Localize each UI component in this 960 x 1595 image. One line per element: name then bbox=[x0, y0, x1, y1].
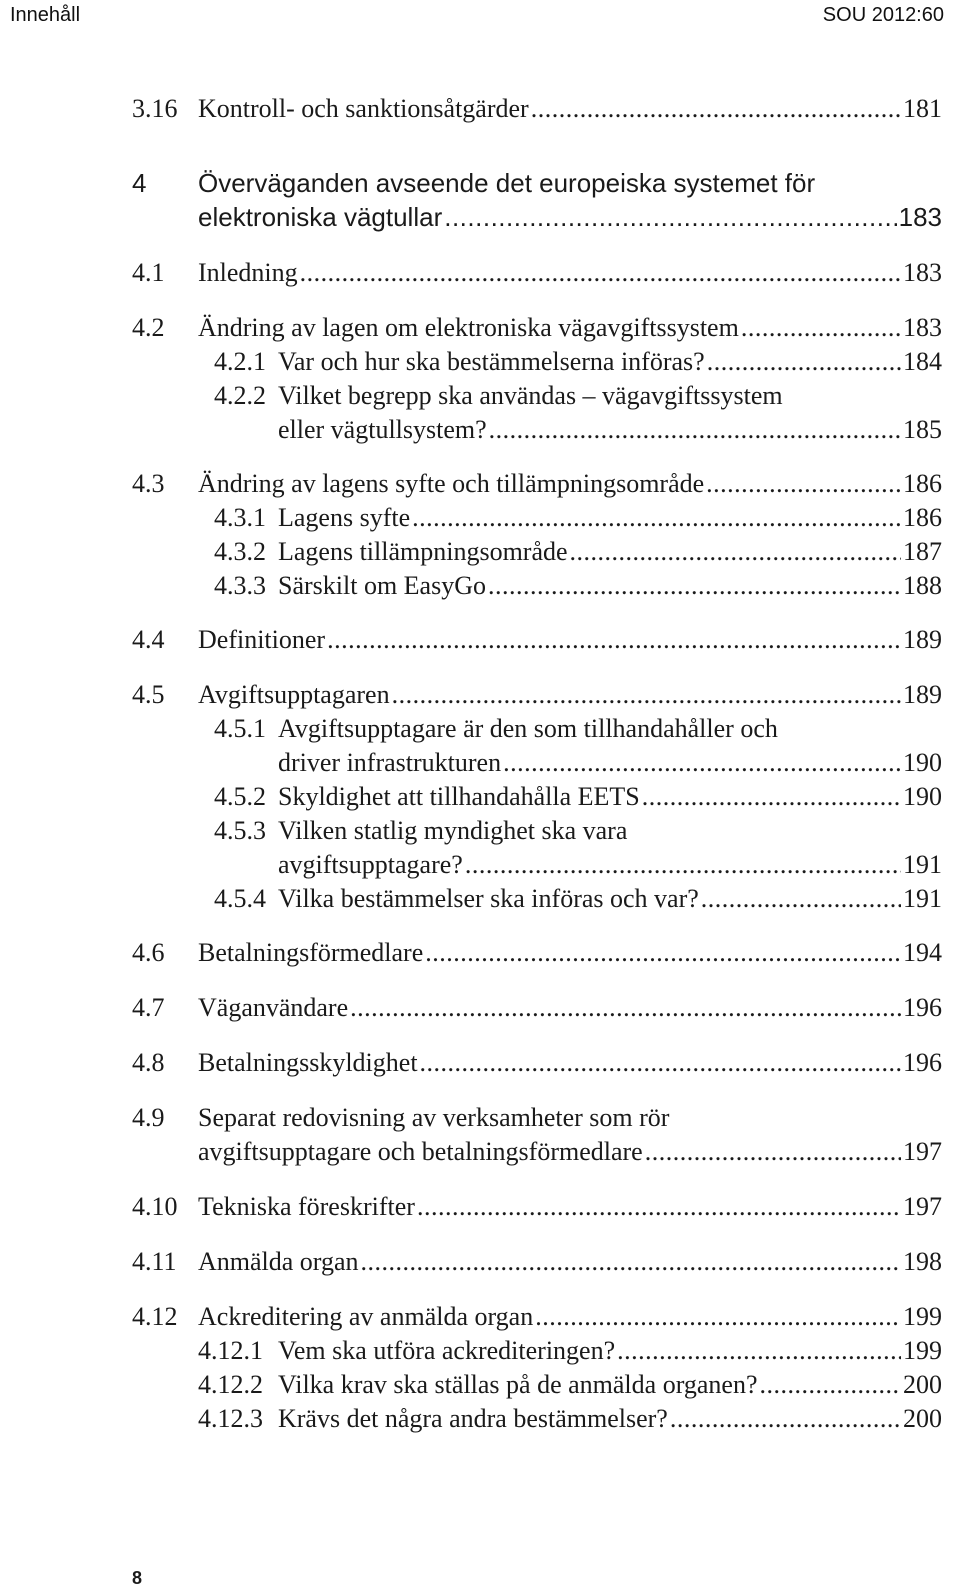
toc-entry-title: elektroniska vägtullar bbox=[198, 202, 443, 232]
toc-entry-page: 181 bbox=[903, 94, 942, 123]
toc-entry-title: Lagens tillämpningsområde bbox=[278, 537, 568, 566]
toc-entry-page: 200 bbox=[903, 1370, 942, 1399]
leader-dots bbox=[417, 1190, 901, 1224]
toc-entry-number: 4.8 bbox=[132, 1048, 165, 1077]
toc-entry-number: 3.16 bbox=[132, 94, 178, 123]
toc-entry-number: 4.12.1 bbox=[198, 1336, 263, 1365]
toc-entry-page: 186 bbox=[903, 503, 942, 532]
toc-entry-page: 200 bbox=[903, 1404, 942, 1433]
header-report-id: SOU 2012:60 bbox=[822, 4, 944, 26]
leader-dots bbox=[327, 623, 901, 657]
toc-entry-page: 183 bbox=[898, 202, 942, 232]
toc-entry-title: driver infrastrukturen bbox=[278, 748, 502, 777]
toc-entry-title: Särskilt om EasyGo bbox=[278, 571, 486, 600]
toc-entry-title: Ändring av lagen om elektroniska vägavgiftssystem bbox=[198, 313, 739, 342]
leader-dots bbox=[361, 1245, 901, 1279]
leader-dots bbox=[701, 882, 901, 916]
toc-entry-page: 191 bbox=[903, 850, 942, 879]
toc-entry-number: 4.2.1 bbox=[214, 347, 266, 376]
toc-entry-page: 185 bbox=[903, 415, 942, 444]
toc-entry-title: Betalningsförmedlare bbox=[198, 938, 424, 967]
leader-dots bbox=[707, 345, 901, 379]
toc-entry-title: eller vägtullsystem? bbox=[278, 415, 487, 444]
leader-dots bbox=[488, 569, 901, 603]
leader-dots bbox=[465, 848, 901, 882]
toc-entry-number: 4.3 bbox=[132, 469, 165, 498]
leader-dots bbox=[503, 746, 901, 780]
toc-entry-number: 4.3.2 bbox=[214, 537, 266, 566]
toc-entry-page: 197 bbox=[903, 1192, 942, 1221]
toc-entry-page: 183 bbox=[903, 313, 942, 342]
toc-entry-page: 199 bbox=[903, 1302, 942, 1331]
toc-entry-title: Betalningsskyldighet bbox=[198, 1048, 418, 1077]
toc-entry-title-line1: Vilket begrepp ska användas – vägavgiftssystem bbox=[278, 381, 783, 410]
toc-entry-title: Lagens syfte bbox=[278, 503, 411, 532]
toc-entry-title: Avgiftsupptagaren bbox=[198, 680, 390, 709]
toc-entry-title: Skyldighet att tillhandahålla EETS bbox=[278, 782, 640, 811]
leader-dots bbox=[392, 678, 901, 712]
toc-entry-number: 4.11 bbox=[132, 1247, 177, 1276]
toc-entry-page: 198 bbox=[903, 1247, 942, 1276]
toc-entry-title: avgiftsupptagare och betalningsförmedlare bbox=[198, 1137, 643, 1166]
toc-entry-title: Väganvändare bbox=[198, 993, 349, 1022]
leader-dots bbox=[531, 92, 901, 126]
leader-dots bbox=[425, 936, 901, 970]
leader-dots bbox=[642, 780, 901, 814]
toc-entry-page: 191 bbox=[903, 884, 942, 913]
toc-entry-page: 184 bbox=[903, 347, 942, 376]
toc-entry-title: Vem ska utföra ackrediteringen? bbox=[278, 1336, 616, 1365]
toc-entry-page: 187 bbox=[903, 537, 942, 566]
toc-entry-page: 199 bbox=[903, 1336, 942, 1365]
toc-entry-page: 189 bbox=[903, 680, 942, 709]
leader-dots bbox=[617, 1334, 901, 1368]
toc-entry-title: Vilka krav ska ställas på de anmälda organen? bbox=[278, 1370, 758, 1399]
toc-entry-page: 183 bbox=[903, 258, 942, 287]
page-header bbox=[0, 0, 960, 40]
toc-entry-number: 4.7 bbox=[132, 993, 165, 1022]
toc-entry-number: 4.3.3 bbox=[214, 571, 266, 600]
toc-entry-page: 189 bbox=[903, 625, 942, 654]
toc-entry-title: Definitioner bbox=[198, 625, 326, 654]
toc-entry-title: Ackreditering av anmälda organ bbox=[198, 1302, 534, 1331]
toc-entry-title-line1: Avgiftsupptagare är den som tillhandahåller och bbox=[278, 714, 778, 743]
toc-entry-title-line1: Vilken statlig myndighet ska vara bbox=[278, 816, 628, 845]
toc-entry-page: 190 bbox=[903, 748, 942, 777]
toc-entry-title: Inledning bbox=[198, 258, 298, 287]
toc-entry-title: Anmälda organ bbox=[198, 1247, 359, 1276]
toc-entry-number: 4.5.1 bbox=[214, 714, 266, 743]
toc-entry-number: 4.5.4 bbox=[214, 884, 266, 913]
toc-entry-number: 4.9 bbox=[132, 1103, 165, 1132]
leader-dots bbox=[645, 1135, 901, 1169]
leader-dots bbox=[412, 501, 901, 535]
toc-entry-title: Vilka bestämmelser ska införas och var? bbox=[278, 884, 699, 913]
toc-entry-title-line1: Överväganden avseende det europeiska systemet för bbox=[198, 168, 816, 198]
toc-entry-title: Ändring av lagens syfte och tillämpningsområde bbox=[198, 469, 705, 498]
toc-entry-page: 190 bbox=[903, 782, 942, 811]
leader-dots bbox=[350, 991, 901, 1025]
toc-entry-number: 4 bbox=[132, 168, 147, 198]
toc-entry-page: 196 bbox=[903, 1048, 942, 1077]
toc-entry-number: 4.2.2 bbox=[214, 381, 266, 410]
toc-entry-title: Kontroll- och sanktionsåtgärder bbox=[198, 94, 529, 123]
toc-entry-page: 197 bbox=[903, 1137, 942, 1166]
toc-entry-number: 4.12.3 bbox=[198, 1404, 263, 1433]
toc-entry-title: Krävs det några andra bestämmelser? bbox=[278, 1404, 668, 1433]
leader-dots bbox=[535, 1300, 901, 1334]
toc-entry-number: 4.1 bbox=[132, 258, 165, 287]
toc-entry-number: 4.2 bbox=[132, 313, 165, 342]
toc-entry-number: 4.5.3 bbox=[214, 816, 266, 845]
leader-dots bbox=[444, 200, 896, 234]
toc-entry-number: 4.5 bbox=[132, 680, 165, 709]
page-number: 8 bbox=[132, 1568, 143, 1588]
toc-entry-page: 188 bbox=[903, 571, 942, 600]
toc-entry-title: Var och hur ska bestämmelserna införas? bbox=[278, 347, 705, 376]
toc-entry-title-line1: Separat redovisning av verksamheter som rör bbox=[198, 1103, 670, 1132]
leader-dots bbox=[670, 1402, 901, 1436]
toc-entry-number: 4.12.2 bbox=[198, 1370, 263, 1399]
toc-entry-number: 4.6 bbox=[132, 938, 165, 967]
leader-dots bbox=[741, 311, 901, 345]
toc-entry-number: 4.10 bbox=[132, 1192, 178, 1221]
leader-dots bbox=[706, 467, 901, 501]
toc-entry-number: 4.5.2 bbox=[214, 782, 266, 811]
leader-dots bbox=[300, 256, 901, 290]
toc-entry-page: 194 bbox=[903, 938, 942, 967]
toc-entry-page: 186 bbox=[903, 469, 942, 498]
toc-entry-number: 4.3.1 bbox=[214, 503, 266, 532]
toc-entry-page: 196 bbox=[903, 993, 942, 1022]
header-section-title: Innehåll bbox=[10, 4, 81, 26]
toc-entry-number: 4.4 bbox=[132, 625, 165, 654]
leader-dots bbox=[420, 1046, 901, 1080]
toc-entry-title: avgiftsupptagare? bbox=[278, 850, 463, 879]
leader-dots bbox=[489, 413, 901, 447]
toc-entry-title: Tekniska föreskrifter bbox=[198, 1192, 415, 1221]
toc-entry-number: 4.12 bbox=[132, 1302, 178, 1331]
leader-dots bbox=[570, 535, 901, 569]
leader-dots bbox=[760, 1368, 901, 1402]
